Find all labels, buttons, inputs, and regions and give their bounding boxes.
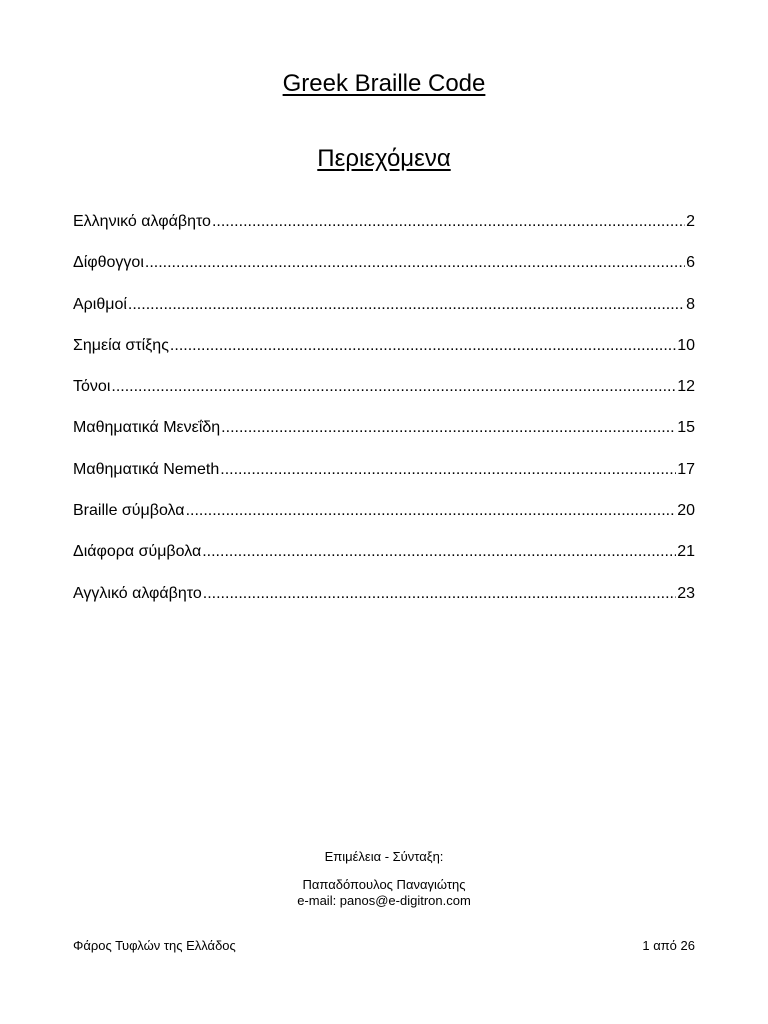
credits-role: Επιμέλεια - Σύνταξη: — [324, 849, 444, 864]
footer-page-indicator: 1 από 26 — [642, 938, 695, 953]
toc-entry-label: Μαθηματικά Μενεΐδη — [73, 419, 221, 437]
toc-entry — [73, 580, 695, 621]
toc-entry-page: 21 — [677, 543, 695, 561]
toc-entry — [73, 332, 695, 373]
table-of-contents — [73, 208, 695, 621]
toc-entry-page: 2 — [686, 213, 695, 230]
toc-entry — [73, 373, 695, 414]
toc-dot-leader — [202, 538, 676, 565]
toc-entry — [73, 538, 695, 579]
toc-dot-leader — [212, 208, 685, 235]
toc-entry-page: 8 — [686, 295, 695, 313]
toc-entry — [73, 414, 695, 455]
credits-author: Παπαδόπουλος Παναγιώτης — [302, 877, 466, 892]
toc-entry-label: Αριθμοί — [73, 295, 127, 313]
toc-entry-label: Μαθηματικά Nemeth — [73, 460, 220, 478]
toc-entry — [73, 456, 695, 497]
toc-dot-leader — [145, 249, 685, 276]
toc-entry-label: Αγγλικό αλφάβητο — [73, 584, 202, 602]
toc-dot-leader — [203, 580, 676, 607]
toc-entry-label: Διάφορα σύμβολα — [73, 543, 202, 561]
footer-organization: Φάρος Τυφλών της Ελλάδος — [73, 938, 236, 953]
toc-entry-label: Σημεία στίξης — [73, 336, 169, 354]
toc-dot-leader — [221, 414, 676, 441]
toc-entry-page: 23 — [677, 584, 695, 602]
credits-email: e-mail: panos@e-digitron.com — [297, 893, 471, 908]
toc-entry — [73, 208, 695, 249]
toc-entry-page: 20 — [677, 502, 695, 520]
toc-dot-leader — [128, 291, 685, 318]
document-title: Greek Braille Code — [282, 70, 486, 97]
toc-entry — [73, 249, 695, 290]
credits-block — [0, 849, 768, 909]
page-footer — [73, 938, 695, 953]
toc-dot-leader — [186, 497, 677, 524]
toc-entry-label: Δίφθογγοι — [73, 254, 144, 272]
toc-heading: Περιεχόμενα — [317, 145, 451, 172]
toc-dot-leader — [111, 373, 676, 400]
toc-dot-leader — [220, 456, 676, 483]
toc-entry-label: Τόνοι — [73, 378, 111, 396]
toc-entry-page: 6 — [686, 254, 695, 272]
toc-entry — [73, 291, 695, 332]
toc-entry-label: Ελληνικό αλφάβητο — [73, 213, 211, 230]
toc-entry-page: 17 — [677, 460, 695, 478]
toc-entry-label: Braille σύμβολα — [73, 502, 185, 520]
toc-dot-leader — [170, 332, 676, 359]
toc-entry-page: 15 — [677, 419, 695, 437]
toc-entry-page: 12 — [677, 378, 695, 396]
toc-entry — [73, 497, 695, 538]
toc-entry-page: 10 — [677, 336, 695, 354]
